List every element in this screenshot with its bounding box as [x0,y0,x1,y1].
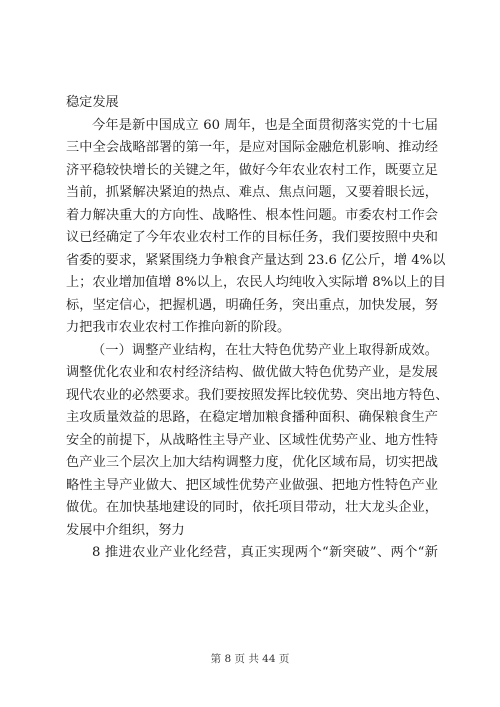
text-line: 标，坚定信心，把握机遇，明确任务，突出重点，加快发展，努 [66,297,438,313]
document-body [66,92,449,565]
text-line: 议已经确定了今年农业农村工作的目标任务，我们要按照中央和 [66,230,438,245]
text-line: （一）调整产业结构，在壮大特色优势产业上取得新成效。 [92,342,438,358]
text-line: 主攻质量效益的思路，在稳定增加粮食播种面积、确保粮食生产 [66,410,438,425]
text-line: 三中全会战略部署的第一年，是应对国际金融危机影响、推动经 [66,140,438,155]
text-line: 力把我市农业农村工作推向新的阶段。 [66,320,291,335]
text-line: 上；农业增加值增 8%以上，农民人均纯收入实际增 8%以上的目 [66,275,446,290]
text-line: 稳定发展 [66,95,119,110]
text-line: 8 推进农业产业化经营，真正实现两个“新突破”、两个“新 [92,545,438,560]
text-line: 做优。在加快基地建设的同时，依托项目带动，壮大龙头企业， [66,500,438,515]
page-number-footer: 第 8 页 共 44 页 [210,653,290,665]
text-line: 略性主导产业做大、把区域性优势产业做强、把地方性特色产业 [66,477,438,493]
text-line: 安全的前提下，从战略性主导产业、区域性优势产业、地方性特 [66,432,438,448]
text-line: 发展中介组织，努力 [66,522,185,538]
text-line: 济平稳较快增长的关键之年，做好今年农业农村工作，既要立足 [66,162,438,178]
text-line: 着力解决重大的方向性、战略性、根本性问题。市委农村工作会 [66,207,438,223]
text-line: 现代农业的必然要求。我们要按照发挥比较优势、突出地方特色、 [66,387,449,403]
text-line: 调整优化农业和农村经济结构、做优做大特色优势产业，是发展 [66,365,438,380]
text-line: 当前，抓紧解决紧迫的热点、难点、焦点问题，又要着眼长远， [66,185,438,200]
text-line: 省委的要求，紧紧围绕力争粮食产量达到 23.6 亿公斤，增 4%以 [66,252,446,268]
text-line: 今年是新中国成立 60 周年，也是全面贯彻落实党的十七届 [92,117,438,133]
text-line: 色产业三个层次上加大结构调整力度，优化区域布局，切实把战 [66,455,438,470]
